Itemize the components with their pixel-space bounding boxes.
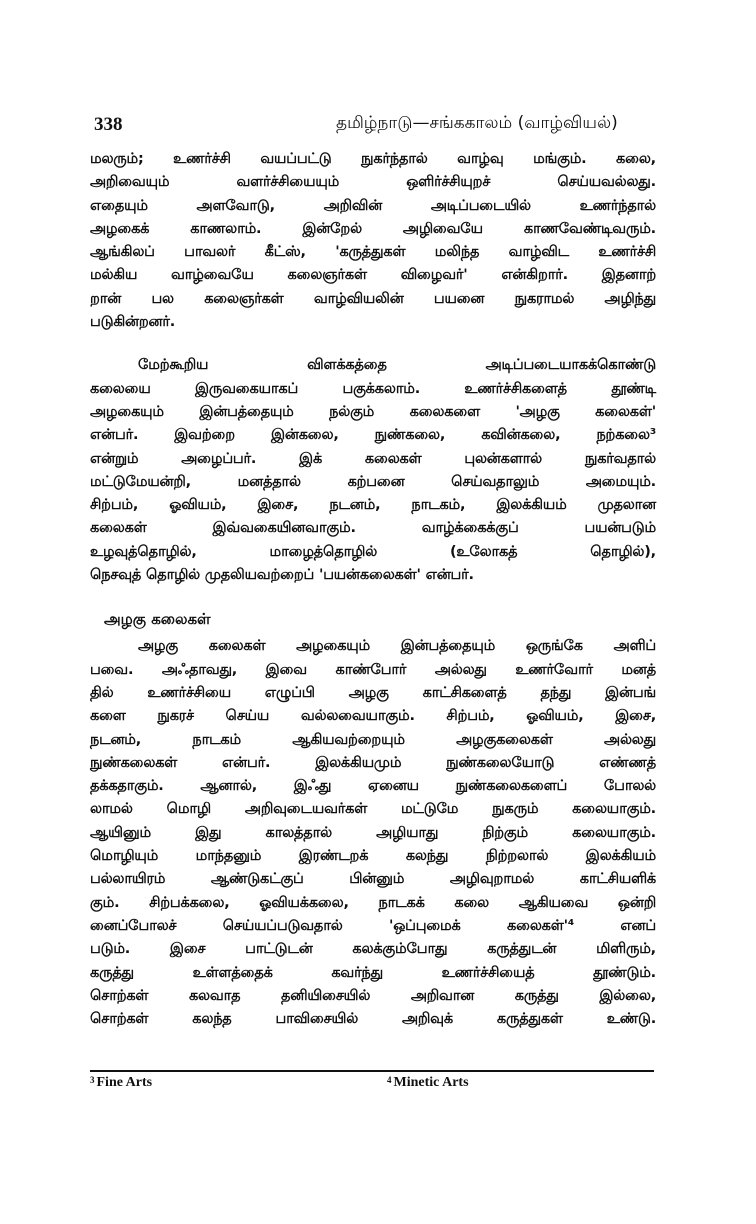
text-line: சிற்பம், ஓவியம், இசை, நடனம், நாடகம், இலக்கியம் முதலான — [90, 497, 656, 514]
text-line: எதையும் அளவோடு, அறிவின் அடிப்படையில் உணர்ந்தால் — [90, 197, 656, 214]
text-line: அழகு கலைகள் அழகையும் இன்பத்தையும் ஒருங்கே அளிப் — [138, 638, 656, 655]
text-line: தில் உணர்ச்சியை எழுப்பி அழகு காட்சிகளைத் தந்து இன்பங் — [90, 684, 656, 701]
text-line: கருத்து உள்ளத்தைக் கவர்ந்து உணர்ச்சியைத் தூண்டும். — [90, 964, 656, 981]
text-line: மேற்கூறிய விளக்கத்தை அடிப்படையாகக்கொண்டு — [138, 357, 656, 374]
text-line: பல்லாயிரம் ஆண்டுகட்குப் பின்னும் அழிவுறாமல் காட்சியளிக் — [90, 871, 656, 888]
text-line: மட்டுமேயன்றி, மனத்தால் கற்பனை செய்வதாலும் அமையும். — [90, 473, 656, 490]
text-line: மல்கிய வாழ்வையே கலைஞர்கள் விழைவர்' என்கிறார். இதனாற் — [90, 267, 656, 284]
text-line: மொழியும் மாந்தனும் இரண்டறக் கலந்து நிற்றலால் இலக்கியம் — [90, 848, 656, 865]
text-line: ஆங்கிலப் பாவலர் கீட்ஸ், 'கருத்துகள் மலிந்த வாழ்விட உணர்ச்சி — [90, 244, 656, 261]
body-text — [90, 148, 656, 1031]
paragraph-2 — [90, 354, 656, 587]
footnote-4 — [387, 1075, 469, 1091]
footnote-3 — [90, 1075, 152, 1091]
footnote-marker: 4 — [387, 1075, 392, 1085]
text-line: னைப்போலச் செய்யப்படுவதால் 'ஒப்புமைக் கலைகள்'⁴ எனப் — [90, 917, 656, 934]
footnote-divider — [90, 1070, 654, 1072]
text-line: நடனம், நாடகம் ஆகியவற்றையும் அழகுகலைகள் அல்லது — [90, 731, 656, 748]
text-line: லாமல் மொழி அறிவுடையவர்கள் மட்டுமே நுகரும் கலையாகும். — [90, 801, 656, 818]
text-line: களை நுகரச் செய்ய வல்லவையாகும். சிற்பம், ஓவியம், இசை, — [90, 708, 656, 725]
text-line: படுகின்றனர். — [90, 314, 176, 331]
text-line: உழவுத்தொழில், மாழைத்தொழில் (உலோகத் தொழில்), — [90, 543, 656, 560]
running-head: தமிழ்நாடு—சங்ககாலம் (வாழ்வியல்) — [336, 113, 618, 133]
text-line: சொற்கள் கலந்த பாவிசையில் அறிவுக் கருத்துகள் உண்டு. — [90, 1011, 656, 1028]
text-line: பவை. அஃதாவது, இவை காண்போர் அல்லது உணர்வோர் மனத் — [90, 661, 656, 678]
text-line: நெசவுத் தொழில் முதலியவற்றைப் 'பயன்கலைகள்' என்பர். — [90, 567, 474, 584]
text-line: றான் பல கலைஞர்கள் வாழ்வியலின் பயனை நுகராமல் அழிந்து — [90, 290, 656, 307]
text-line: மலரும்; உணர்ச்சி வயப்பட்டு நுகர்ந்தால் வாழ்வு மங்கும். கலை, — [90, 151, 656, 167]
text-line: தக்கதாகும். ஆனால், இஃது ஏனைய நுண்கலைகளைப் போலல் — [90, 778, 656, 795]
text-line: படும். இசை பாட்டுடன் கலக்கும்போது கருத்துடன் மிளிரும், — [90, 941, 656, 958]
page-number: 338 — [94, 114, 123, 135]
text-line: அழகையும் இன்பத்தையும் நல்கும் கலைகளை 'அழகு கலைகள்' — [90, 403, 656, 420]
paragraph-3 — [90, 635, 656, 1031]
text-line: அறிவையும் வளர்ச்சியையும் ஒளிர்ச்சியுறச் செய்யவல்லது. — [90, 174, 656, 191]
footnote-marker: 3 — [90, 1075, 95, 1085]
text-line: சொற்கள் கலவாத தனியிசையில் அறிவான கருத்து இல்லை, — [90, 987, 656, 1004]
text-line: கலைகள் இவ்வகையினவாகும். வாழ்க்கைக்குப் பயன்படும் — [90, 520, 656, 537]
text-line: கும். சிற்பக்கலை, ஓவியக்கலை, நாடகக் கலை ஆகியவை ஒன்றி — [90, 894, 656, 911]
text-line: நுண்கலைகள் என்பர். இலக்கியமும் நுண்கலையோடு எண்ணத் — [90, 754, 656, 771]
text-line: என்றும் அழைப்பர். இக் கலைகள் புலன்களால் நுகர்வதால் — [90, 450, 656, 467]
text-line: என்பர். இவற்றை இன்கலை, நுண்கலை, கவின்கலை, நற்கலை³ — [90, 427, 656, 444]
text-line: அழகைக் காணலாம். இன்றேல் அழிவையே காணவேண்டிவரும். — [90, 220, 656, 237]
text-line: ஆயினும் இது காலத்தால் அழியாது நிற்கும் கலையாகும். — [90, 824, 656, 841]
footnote-text: Fine Arts — [96, 1075, 153, 1090]
text-line: கலையை இருவகையாகப் பகுக்கலாம். உணர்ச்சிகளைத் தூண்டி — [90, 380, 656, 397]
footnote-text: Minetic Arts — [393, 1075, 469, 1090]
paragraph-1 — [90, 148, 656, 334]
section-heading: அழகு கலைகள் — [104, 610, 211, 629]
